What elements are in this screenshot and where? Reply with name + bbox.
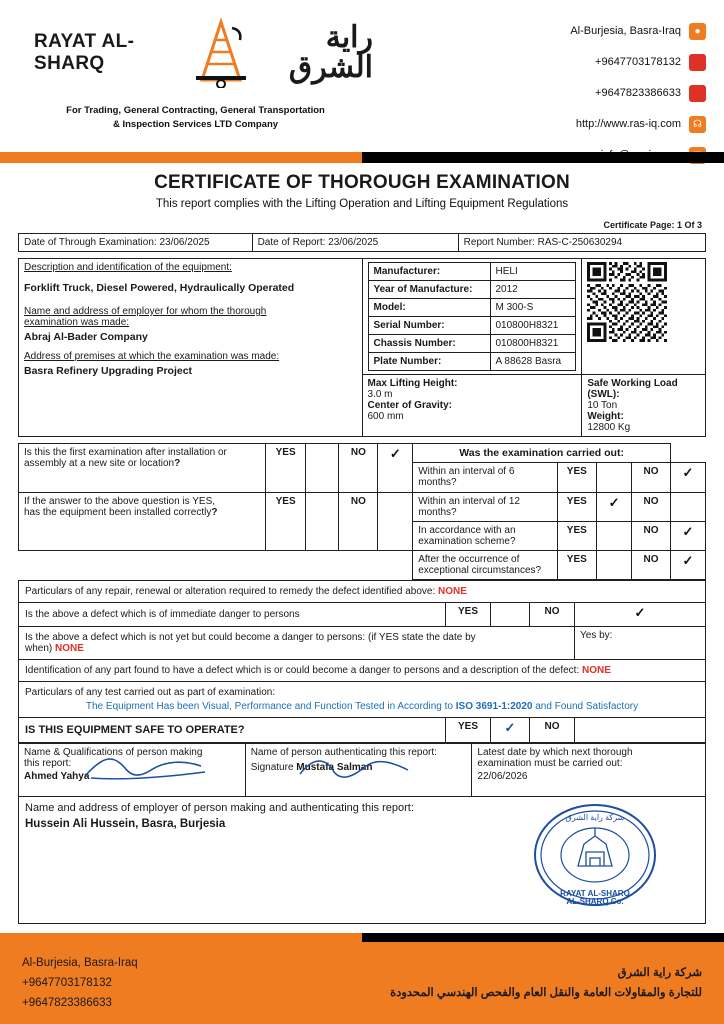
next-label-line-1: Latest date by which next thorough <box>477 747 633 758</box>
table-row <box>19 718 706 743</box>
table-row <box>19 493 706 522</box>
interval-6-yes-label: YES <box>557 463 597 493</box>
report-number-label: Report Number: <box>463 237 535 248</box>
question-2-cell <box>19 493 266 551</box>
immediate-danger-label-cell <box>19 603 446 627</box>
description-label: Description and identification of the equipment: <box>24 262 232 273</box>
swl-value: 10 Ton <box>587 400 618 411</box>
identification-row <box>19 660 706 682</box>
phone-icon: ☎ <box>689 54 706 71</box>
statements-table <box>18 580 706 743</box>
exceptional-yes-box[interactable] <box>597 551 632 580</box>
certificate-page-number: Certificate Page: 1 Of 3 <box>603 220 702 230</box>
table-row <box>19 744 706 797</box>
exceptional-label <box>413 551 557 580</box>
interval-6-yes-box[interactable] <box>597 463 632 493</box>
interval-12-label: Within an interval of 12 months? <box>413 493 557 522</box>
spec-value-year: 2012 <box>490 281 576 299</box>
date-examination-cell <box>19 234 253 252</box>
logo-text-ar: راية الشرق <box>288 21 373 84</box>
immediate-danger-yes-label: YES <box>446 603 491 627</box>
immediate-danger-no-box[interactable] <box>575 603 706 627</box>
check-icon: ✓ <box>682 465 694 481</box>
spec-value-plate: A 88628 Basra <box>490 353 576 371</box>
scheme-label-line-2: examination scheme? <box>418 536 516 547</box>
contact-website[interactable] <box>570 115 706 133</box>
test-particulars-standard: ISO 3691-1:2020 <box>455 701 533 712</box>
swl-label: Safe Working Load (SWL): <box>587 378 678 400</box>
table-row <box>19 581 706 603</box>
scheme-no-label: NO <box>632 522 671 551</box>
qr-code-cell <box>582 259 706 375</box>
date-examination-label: Date of Through Examination: <box>24 237 157 248</box>
page-subtitle: This report complies with the Lifting Operation and Lifting Equipment Regulations <box>155 198 569 210</box>
tagline-line-1: For Trading, General Contracting, General Transportation <box>66 105 325 116</box>
spec-label-model: Model: <box>368 299 490 317</box>
spec-value-model: M 300-S <box>490 299 576 317</box>
future-danger-cell <box>19 627 575 660</box>
table-row <box>19 627 706 660</box>
specs-table <box>368 262 577 371</box>
future-danger-value: NONE <box>55 643 84 654</box>
footer-address: Al-Burjesia, Basra-Iraq <box>22 956 138 969</box>
next-date: 22/06/2026 <box>477 771 528 782</box>
equipment-table <box>18 258 706 437</box>
authenticator-cell <box>245 744 472 797</box>
identification-label: Identification of any part found to have a defect which is or could become a danger to persons and a description of the defect: <box>25 665 580 676</box>
contact-phone-2 <box>570 84 706 102</box>
divider-orange <box>0 152 362 163</box>
spec-value-serial: 010800H8321 <box>490 317 576 335</box>
footer-arabic-block <box>390 963 702 1003</box>
exceptional-no-box[interactable] <box>670 551 705 580</box>
footer-arabic-line-1: شركة راية الشرق <box>617 966 702 979</box>
footer-phone-2: +9647823386633 <box>22 997 112 1010</box>
date-report-label: Date of Report: <box>257 237 326 248</box>
company-stamp-icon <box>520 800 670 910</box>
qr-code-icon <box>587 262 667 342</box>
test-particulars-row <box>19 682 706 718</box>
question-2-qmark: ? <box>211 507 218 518</box>
table-row <box>368 335 576 353</box>
footer-divider-bar <box>0 933 724 942</box>
table-row <box>19 234 706 252</box>
particulars-repair-row <box>19 581 706 603</box>
particulars-repair-label: Particulars of any repair, renewal or alteration required to remedy the defect identified above: <box>25 586 436 597</box>
check-icon: ✓ <box>389 446 401 461</box>
company-tagline <box>18 104 373 132</box>
derrick-logo-icon <box>188 18 254 88</box>
identification-value: NONE <box>582 665 611 676</box>
equipment-specs-cell <box>362 259 582 375</box>
employer-label-2: examination was made: <box>24 317 130 328</box>
question-1-yes-box[interactable] <box>305 444 338 493</box>
date-report-cell <box>252 234 458 252</box>
page-title: CERTIFICATE OF THOROUGH EXAMINATION <box>154 172 570 193</box>
table-row <box>368 353 576 371</box>
question-1-no-box[interactable] <box>378 444 413 493</box>
employer-address-value: Hussein Ali Hussein, Basra, Burjesia <box>25 818 226 830</box>
employer-label-1: Name and address of employer for whom the thorough <box>24 306 267 317</box>
footer-divider-black <box>362 933 724 942</box>
scheme-yes-label: YES <box>557 522 597 551</box>
next-exam-cell <box>472 744 706 797</box>
maker-label-line-2: this report <box>24 758 69 769</box>
table-row <box>19 603 706 627</box>
interval-12-yes-label: YES <box>557 493 597 522</box>
safe-yes-label: YES <box>446 718 491 743</box>
scheme-yes-box[interactable] <box>597 522 632 551</box>
test-particulars-text-1: The Equipment Has been Visual, Performance and Function Tested in According to <box>85 701 453 712</box>
maker-label-line-1: Name & Qualifications of person making <box>24 747 203 758</box>
header-divider-bar <box>0 152 724 163</box>
footer-divider-orange <box>0 933 362 942</box>
check-icon: ✓ <box>634 605 646 620</box>
spec-value-manufacturer: HELI <box>490 263 576 281</box>
premises-label: Address of premises at which the examination was made: <box>24 351 280 362</box>
check-icon: ✓ <box>504 720 516 735</box>
weight-label: Weight: <box>587 411 624 422</box>
spec-value-chassis: 010800H8321 <box>490 335 576 353</box>
question-1-qmark: ? <box>174 458 181 469</box>
question-2-no-label: NO <box>339 493 378 551</box>
interval-6-label: Within an interval of 6 months? <box>413 463 557 493</box>
table-row <box>368 263 576 281</box>
employer-address-label: Name and address of employer of person making and authenticating this report: <box>25 802 414 814</box>
logo-row <box>18 12 373 94</box>
tagline-line-2: & Inspection Services LTD Company <box>112 118 279 130</box>
swl-cell <box>582 375 706 437</box>
report-number-cell <box>458 234 705 252</box>
interval-12-no-box[interactable] <box>670 493 705 522</box>
check-icon: ✓ <box>682 553 694 568</box>
scheme-no-box[interactable] <box>670 522 705 551</box>
safe-to-operate-label: IS THIS EQUIPMENT SAFE TO OPERATE? <box>25 724 245 736</box>
test-particulars-label: Particulars of any test carried out as part of examination: <box>25 687 276 698</box>
spec-label-serial: Serial Number: <box>368 317 490 335</box>
table-row <box>368 317 576 335</box>
table-row <box>19 682 706 718</box>
auth-signature-label: Signature <box>250 762 294 773</box>
table-row <box>19 444 706 463</box>
center-of-gravity-value: 600 mm <box>367 411 404 422</box>
meta-table <box>18 233 706 252</box>
safe-yes-box[interactable] <box>491 718 530 743</box>
footer-phone-1: +9647703178132 <box>22 976 112 989</box>
scheme-label <box>413 522 557 551</box>
question-1-no-label: NO <box>339 444 378 493</box>
interval-12-no-label: NO <box>632 493 671 522</box>
question-1-line-1: Is this the first examination after installation or <box>24 447 227 458</box>
footer-contact-block <box>22 953 138 1013</box>
center-of-gravity-label: Center of Gravity: <box>367 400 452 411</box>
check-icon: ✓ <box>608 495 620 510</box>
spec-label-chassis: Chassis Number: <box>368 335 490 353</box>
yes-by-cell[interactable] <box>575 627 706 660</box>
maker-name: Ahmed Yahya <box>24 771 90 782</box>
contact-address <box>570 22 706 40</box>
logo-text-en: RAYAT AL-SHARQ <box>34 31 135 74</box>
contact-phone-2-text: +9647823386633 <box>595 87 681 99</box>
spec-label-plate: Plate Number: <box>368 353 490 371</box>
question-1-yes-label: YES <box>266 444 306 493</box>
question-2-yes-label: YES <box>266 493 306 551</box>
company-logo-block <box>18 12 373 132</box>
table-row <box>19 259 706 375</box>
exceptional-label-line-1: After the occurrence of <box>418 554 520 565</box>
future-danger-line-2: when) <box>25 643 53 654</box>
globe-icon: ☊ <box>689 116 706 133</box>
exceptional-no-label: NO <box>632 551 671 580</box>
question-1-line-2: assembly at a new site or location <box>24 458 175 469</box>
auth-name: Mustafa Salman <box>296 762 373 773</box>
footer-body <box>0 942 724 1024</box>
safe-no-label: NO <box>530 718 575 743</box>
table-row <box>19 551 706 580</box>
questions-table <box>18 443 706 580</box>
check-icon: ✓ <box>682 524 694 539</box>
question-2-no-box[interactable] <box>378 493 413 551</box>
employer-value: Abraj Al-Bader Company <box>24 331 148 343</box>
safe-to-operate-label-cell <box>19 718 446 743</box>
premises-value: Basra Refinery Upgrading Project <box>24 365 193 377</box>
date-report-value: 23/06/2025 <box>328 237 379 248</box>
page-footer <box>0 933 724 1024</box>
footer-arabic-line-2: للتجارة والمقاولات العامة والنقل العام والفحص الهندسي المحدودة <box>390 987 702 999</box>
spec-label-year: Year of Manufacture: <box>368 281 490 299</box>
weight-value: 12800 Kg <box>587 422 631 433</box>
svg-text:شركة راية الشرق: شركة راية الشرق <box>565 813 625 822</box>
report-number-value: RAS-C-250630294 <box>537 237 623 248</box>
contact-phone-1 <box>570 53 706 71</box>
contact-website-text: http://www.ras-iq.com <box>575 118 681 130</box>
exceptional-label-line-2: exceptional circumstances? <box>418 565 542 576</box>
company-stamp <box>520 800 670 910</box>
svg-text:RAYAT AL-SHARQ: RAYAT AL-SHARQ <box>560 889 630 898</box>
table-row <box>368 299 576 317</box>
max-lifting-height-value: 3.0 m <box>367 389 393 400</box>
question-1-cell <box>19 444 266 493</box>
immediate-danger-label: Is the above a defect which is of immediate danger to persons <box>25 609 300 620</box>
contact-address-text: Al-Burjesia, Basra-Iraq <box>570 25 681 37</box>
maker-cell <box>19 744 246 797</box>
divider-black <box>362 152 724 163</box>
interval-12-yes-box[interactable] <box>597 493 632 522</box>
carried-out-header: Was the examination carried out: <box>413 444 671 463</box>
scheme-label-line-1: In accordance with an <box>418 525 516 536</box>
lifting-height-cell <box>362 375 582 437</box>
table-row <box>19 660 706 682</box>
immediate-danger-yes-box[interactable] <box>491 603 530 627</box>
question-2-yes-box[interactable] <box>305 493 338 551</box>
immediate-danger-no-label: NO <box>530 603 575 627</box>
spec-label-manufacturer: Manufacturer: <box>368 263 490 281</box>
description-value: Forklift Truck, Diesel Powered, Hydraulically Operated <box>24 282 295 294</box>
safe-no-box[interactable] <box>575 718 706 743</box>
contact-phone-1-text: +9647703178132 <box>595 56 681 68</box>
particulars-repair-value: NONE <box>438 586 467 597</box>
exceptional-yes-label: YES <box>557 551 597 580</box>
date-examination-value: 23/06/2025 <box>159 237 210 248</box>
yes-by-label: Yes by: <box>580 630 613 641</box>
location-pin-icon: ● <box>689 23 706 40</box>
interval-6-no-label: NO <box>632 463 671 493</box>
interval-6-no-box[interactable] <box>670 463 705 493</box>
question-2-line-1: If the answer to the above question is YES, <box>24 496 216 507</box>
maker-colon: : <box>68 758 72 769</box>
future-danger-line-1: Is the above a defect which is not yet but could become a danger to persons: (if YES state the date by <box>25 632 476 643</box>
max-lifting-height-label: Max Lifting Height: <box>367 378 458 389</box>
page-header <box>0 0 724 152</box>
test-particulars-text-2: and Found Satisfactory <box>535 701 639 712</box>
question-2-line-2: has the equipment been installed correctly <box>24 507 212 518</box>
table-row <box>368 281 576 299</box>
phone-icon-2: ☎ <box>689 85 706 102</box>
next-label-line-2: examination must be carried out: <box>477 758 623 769</box>
svg-text:AL-SHARQ Co.: AL-SHARQ Co. <box>566 897 624 906</box>
auth-label: Name of person authenticating this report: <box>250 747 437 758</box>
equipment-description-cell <box>19 259 363 437</box>
